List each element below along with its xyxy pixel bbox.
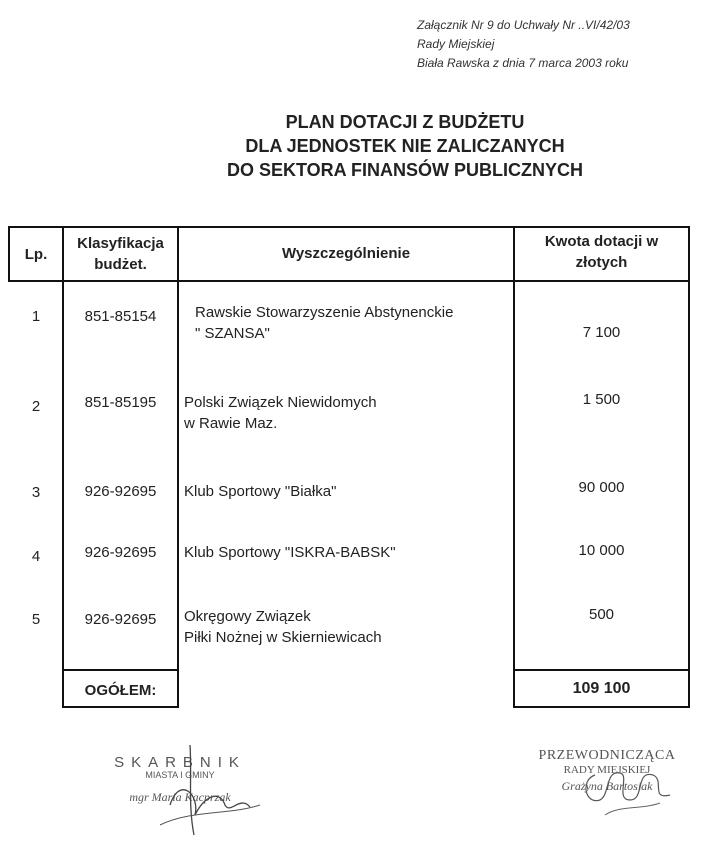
- chairwoman-signature: [575, 745, 685, 825]
- row-1-lp: 1: [31, 308, 41, 325]
- row-5-classification: 926-92695: [84, 611, 157, 628]
- treasurer-name: mgr Maria Kacprzak: [129, 790, 231, 804]
- header-classification: [64, 233, 177, 275]
- header-amount: [515, 231, 688, 273]
- row-3-amount: 90 000: [578, 479, 625, 496]
- header-classification-line-1: Klasyfikacja: [77, 235, 164, 252]
- attachment-line-2: Rady Miejskiej: [417, 37, 495, 51]
- header-classification-line-2: budżet.: [94, 256, 147, 273]
- row-4-amount: 10 000: [578, 542, 625, 559]
- row-4-description: Klub Sportowy "ISKRA-BABSK": [184, 544, 396, 561]
- table-bottom-border-right: [513, 706, 690, 708]
- row-2-description-line-1: Polski Związek Niewidomych: [184, 394, 377, 411]
- col-lp-divider: [62, 226, 64, 708]
- table-top-border: [8, 226, 690, 228]
- table-right-border: [688, 226, 690, 708]
- attachment-line-3: Biała Rawska z dnia 7 marca 2003 roku: [417, 56, 629, 70]
- row-1-amount: 7 100: [582, 324, 621, 341]
- col-desc-divider: [513, 226, 515, 708]
- row-1-description: [195, 302, 511, 344]
- treasurer-title: SKARBNIK: [114, 754, 246, 771]
- row-4-classification: 926-92695: [84, 544, 157, 561]
- row-3-classification: 926-92695: [84, 483, 157, 500]
- total-top-border: [62, 669, 177, 671]
- header-amount-line-1: Kwota dotacji w: [544, 233, 659, 250]
- resolution-number: VI/42/03: [585, 18, 630, 32]
- row-2-classification: 851-85195: [84, 394, 157, 411]
- row-5-lp: 5: [31, 611, 41, 628]
- row-5-description-line-1: Okręgowy Związek: [184, 608, 311, 625]
- header-lp: Lp.: [24, 246, 48, 263]
- col-klas-divider: [177, 226, 179, 708]
- chairwoman-name: Grażyna Bartosiak: [561, 779, 653, 793]
- row-3-lp: 3: [31, 484, 41, 501]
- row-5-description-line-2: Piłki Nożnej w Skierniewicach: [184, 629, 382, 646]
- header-bottom-border: [8, 280, 690, 282]
- row-1-description-line-1: Rawskie Stowarzyszenie Abstynenckie: [195, 304, 454, 321]
- row-1-description-line-2: " SZANSA": [195, 325, 270, 342]
- row-2-amount: 1 500: [582, 391, 621, 408]
- title-line-2: DLA JEDNOSTEK NIE ZALICZANYCH: [245, 136, 565, 156]
- row-1-classification: 851-85154: [84, 308, 157, 325]
- chairwoman-subtitle: RADY MIEJSKIEJ: [563, 764, 651, 776]
- row-3-description: Klub Sportowy "Białka": [184, 483, 337, 500]
- treasurer-subtitle: MIASTA I GMINY: [145, 770, 215, 780]
- title-line-3: DO SEKTORA FINANSÓW PUBLICZNYCH: [226, 160, 583, 180]
- row-5-amount: 500: [588, 606, 615, 623]
- chairwoman-title: PRZEWODNICZĄCA: [538, 748, 676, 763]
- row-5-description: [184, 606, 511, 648]
- title-line-1: PLAN DOTACJI Z BUDŻETU: [285, 112, 525, 132]
- row-2-description: [184, 392, 511, 434]
- row-4-lp: 4: [31, 548, 41, 565]
- attachment-line-1: Załącznik Nr 9 do Uchwały Nr ..: [417, 18, 586, 32]
- table-bottom-border: [62, 706, 177, 708]
- total-value: 109 100: [572, 680, 631, 697]
- header-description: Wyszczególnienie: [281, 245, 411, 262]
- total-top-border-right: [513, 669, 690, 671]
- row-2-lp: 2: [31, 398, 41, 415]
- row-2-description-line-2: w Rawie Maz.: [184, 415, 278, 432]
- header-amount-line-2: złotych: [575, 254, 628, 271]
- total-label: OGÓŁEM:: [84, 682, 157, 699]
- treasurer-signature: [150, 735, 270, 845]
